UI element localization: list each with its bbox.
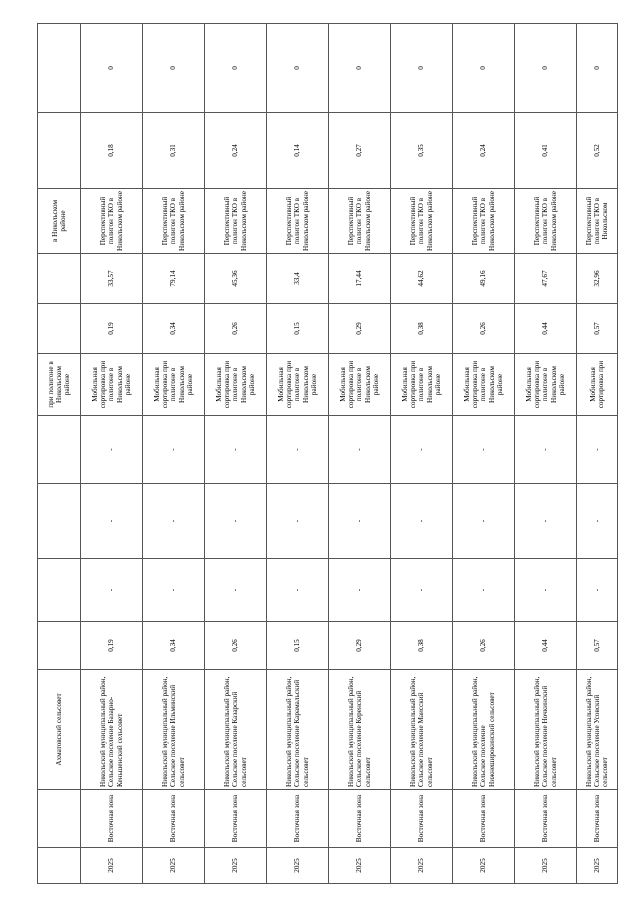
value-cell: 0,38 bbox=[391, 304, 453, 354]
value-cell: 0,26 bbox=[453, 622, 515, 670]
zone-cell: Восточная зона bbox=[267, 790, 329, 848]
treatment-cell: Мобильная сортировка при полигоне в Никольском районе bbox=[453, 354, 515, 416]
dash-cell: - bbox=[143, 484, 205, 559]
table-row bbox=[577, 24, 618, 884]
disposal-cell: Перспективный полигон ТКО в Никольском районе bbox=[391, 189, 453, 254]
table-row bbox=[515, 24, 577, 884]
dash-cell: - bbox=[577, 416, 618, 484]
table-body bbox=[38, 24, 618, 884]
value-cell bbox=[38, 254, 81, 304]
year-cell: 2025 bbox=[453, 848, 515, 884]
table-row bbox=[267, 24, 329, 884]
empty-cell bbox=[38, 416, 81, 484]
municipality-cell: Никольский муниципальный район, Сельское поселение Керенский сельсовет bbox=[329, 670, 391, 790]
dash-cell: - bbox=[143, 416, 205, 484]
municipality-cell: Никольский муниципальный район, Сельское поселение Базарно-Кеньшенский сельсовет bbox=[81, 670, 143, 790]
value-cell: 0,24 bbox=[453, 113, 515, 189]
value-cell: 0,41 bbox=[515, 113, 577, 189]
value-cell: 0,44 bbox=[515, 304, 577, 354]
value-cell bbox=[38, 622, 81, 670]
year-cell: 2025 bbox=[515, 848, 577, 884]
dash-cell: - bbox=[453, 416, 515, 484]
empty-cell bbox=[38, 484, 81, 559]
value-cell: 0,27 bbox=[329, 113, 391, 189]
value-cell: 0 bbox=[81, 24, 143, 113]
dash-cell: - bbox=[515, 416, 577, 484]
value-cell: 0,44 bbox=[515, 622, 577, 670]
value-cell: 0,26 bbox=[453, 304, 515, 354]
municipality-cell: Ахматовский сельсовет bbox=[38, 670, 81, 790]
value-cell: 0,35 bbox=[391, 113, 453, 189]
value-cell: 0 bbox=[453, 24, 515, 113]
value-cell: 0,31 bbox=[143, 113, 205, 189]
disposal-cell: Перспективный полигон ТКО в Никольском районе bbox=[267, 189, 329, 254]
waste-flow-table bbox=[37, 23, 618, 884]
dash-cell: - bbox=[205, 484, 267, 559]
value-cell: 44,62 bbox=[391, 254, 453, 304]
value-cell: 0,26 bbox=[205, 622, 267, 670]
municipality-cell: Никольский муниципальный район, Сельское поселение Маисский сельсовет bbox=[391, 670, 453, 790]
year-cell: 2025 bbox=[267, 848, 329, 884]
disposal-cell: в Никольском районе bbox=[38, 189, 81, 254]
dash-cell: - bbox=[329, 416, 391, 484]
value-cell: 0,29 bbox=[329, 304, 391, 354]
treatment-cell: Мобильная сортировка при полигоне в Никольском районе bbox=[515, 354, 577, 416]
table-row bbox=[453, 24, 515, 884]
value-cell: 0,15 bbox=[267, 622, 329, 670]
disposal-cell: Перспективный полигон ТКО в Никольском bbox=[577, 189, 618, 254]
value-cell: 0,24 bbox=[205, 113, 267, 189]
value-cell: 0 bbox=[515, 24, 577, 113]
zone-cell: Восточная зона bbox=[143, 790, 205, 848]
value-cell: 0,29 bbox=[329, 622, 391, 670]
dash-cell: - bbox=[267, 559, 329, 622]
zone-cell: Восточная зона bbox=[577, 790, 618, 848]
treatment-cell: Мобильная сортировка при полигоне в Никольском районе bbox=[205, 354, 267, 416]
zone-cell: Восточная зона bbox=[515, 790, 577, 848]
value-cell: 0,34 bbox=[143, 304, 205, 354]
value-cell: 0 bbox=[577, 24, 618, 113]
treatment-cell: Мобильная сортировка при полигоне в Никольском районе bbox=[267, 354, 329, 416]
disposal-cell: Перспективный полигон ТКО в Никольском районе bbox=[143, 189, 205, 254]
treatment-cell: Мобильная сортировка при полигоне в Никольском районе bbox=[329, 354, 391, 416]
empty-cell bbox=[38, 559, 81, 622]
dash-cell: - bbox=[267, 416, 329, 484]
dash-cell: - bbox=[577, 559, 618, 622]
zone-cell bbox=[38, 790, 81, 848]
table-row bbox=[391, 24, 453, 884]
dash-cell: - bbox=[143, 559, 205, 622]
rotated-table-wrapper bbox=[37, 24, 610, 884]
zone-cell: Восточная зона bbox=[205, 790, 267, 848]
value-cell: 0,52 bbox=[577, 113, 618, 189]
year-cell: 2025 bbox=[205, 848, 267, 884]
value-cell: 0,57 bbox=[577, 304, 618, 354]
treatment-cell: Мобильная сортировка при полигоне в Никольском районе bbox=[81, 354, 143, 416]
value-cell bbox=[38, 113, 81, 189]
value-cell: 0 bbox=[391, 24, 453, 113]
municipality-cell: Никольский муниципальный район, Сельское поселение Ночкинский сельсовет bbox=[515, 670, 577, 790]
municipality-cell: Никольский муниципальный район, Сельское поселение Нижнеширокинский сельсовет bbox=[453, 670, 515, 790]
value-cell: 0,19 bbox=[81, 304, 143, 354]
dash-cell: - bbox=[391, 416, 453, 484]
value-cell: 47,67 bbox=[515, 254, 577, 304]
table-row bbox=[329, 24, 391, 884]
value-cell: 0,18 bbox=[81, 113, 143, 189]
treatment-cell: при полигоне в Никольском районе bbox=[38, 354, 81, 416]
dash-cell: - bbox=[577, 484, 618, 559]
value-cell: 33,57 bbox=[81, 254, 143, 304]
partial-row bbox=[38, 24, 81, 884]
dash-cell: - bbox=[329, 559, 391, 622]
dash-cell: - bbox=[205, 416, 267, 484]
treatment-cell: Мобильная сортировка при полигоне в Никольском районе bbox=[391, 354, 453, 416]
disposal-cell: Перспективный полигон ТКО в Никольском районе bbox=[453, 189, 515, 254]
dash-cell: - bbox=[81, 416, 143, 484]
table-row bbox=[205, 24, 267, 884]
year-cell bbox=[38, 848, 81, 884]
value-cell: 45,36 bbox=[205, 254, 267, 304]
value-cell: 0,57 bbox=[577, 622, 618, 670]
municipality-cell: Никольский муниципальный район, Сельское поселение Ильминский сельсовет bbox=[143, 670, 205, 790]
dash-cell: - bbox=[515, 559, 577, 622]
value-cell: 0,19 bbox=[81, 622, 143, 670]
year-cell: 2025 bbox=[81, 848, 143, 884]
dash-cell: - bbox=[515, 484, 577, 559]
value-cell: 32,96 bbox=[577, 254, 618, 304]
zone-cell: Восточная зона bbox=[329, 790, 391, 848]
dash-cell: - bbox=[453, 484, 515, 559]
dash-cell: - bbox=[81, 484, 143, 559]
year-cell: 2025 bbox=[391, 848, 453, 884]
dash-cell: - bbox=[267, 484, 329, 559]
zone-cell: Восточная зона bbox=[81, 790, 143, 848]
value-cell bbox=[38, 304, 81, 354]
value-cell: 0,14 bbox=[267, 113, 329, 189]
value-cell: 0,15 bbox=[267, 304, 329, 354]
treatment-cell: Мобильная сортировка при bbox=[577, 354, 618, 416]
dash-cell: - bbox=[329, 484, 391, 559]
disposal-cell: Перспективный полигон ТКО в Никольском районе bbox=[205, 189, 267, 254]
value-cell: 79,14 bbox=[143, 254, 205, 304]
table-row bbox=[81, 24, 143, 884]
dash-cell: - bbox=[205, 559, 267, 622]
value-cell: 0,38 bbox=[391, 622, 453, 670]
zone-cell: Восточная зона bbox=[391, 790, 453, 848]
value-cell: 0 bbox=[329, 24, 391, 113]
dash-cell: - bbox=[391, 559, 453, 622]
year-cell: 2025 bbox=[577, 848, 618, 884]
zone-cell: Восточная зона bbox=[453, 790, 515, 848]
year-cell: 2025 bbox=[329, 848, 391, 884]
dash-cell: - bbox=[81, 559, 143, 622]
treatment-cell: Мобильная сортировка при полигоне в Никольском районе bbox=[143, 354, 205, 416]
dash-cell: - bbox=[453, 559, 515, 622]
value-cell: 17,44 bbox=[329, 254, 391, 304]
value-cell bbox=[38, 24, 81, 113]
disposal-cell: Перспективный полигон ТКО в Никольском районе bbox=[329, 189, 391, 254]
value-cell: 33,4 bbox=[267, 254, 329, 304]
municipality-cell: Никольский муниципальный район, Сельское поселение Казарский сельсовет bbox=[205, 670, 267, 790]
year-cell: 2025 bbox=[143, 848, 205, 884]
value-cell: 0 bbox=[205, 24, 267, 113]
dash-cell: - bbox=[391, 484, 453, 559]
value-cell: 0,34 bbox=[143, 622, 205, 670]
value-cell: 0 bbox=[143, 24, 205, 113]
value-cell: 0 bbox=[267, 24, 329, 113]
value-cell: 49,16 bbox=[453, 254, 515, 304]
disposal-cell: Перспективный полигон ТКО в Никольском районе bbox=[515, 189, 577, 254]
municipality-cell: Никольский муниципальный район, Сельское поселение Усовский сельсовет bbox=[577, 670, 618, 790]
municipality-cell: Никольский муниципальный район, Сельское поселение Карамальский сельсовет bbox=[267, 670, 329, 790]
disposal-cell: Перспективный полигон ТКО в Никольском районе bbox=[81, 189, 143, 254]
value-cell: 0,26 bbox=[205, 304, 267, 354]
table-row bbox=[143, 24, 205, 884]
